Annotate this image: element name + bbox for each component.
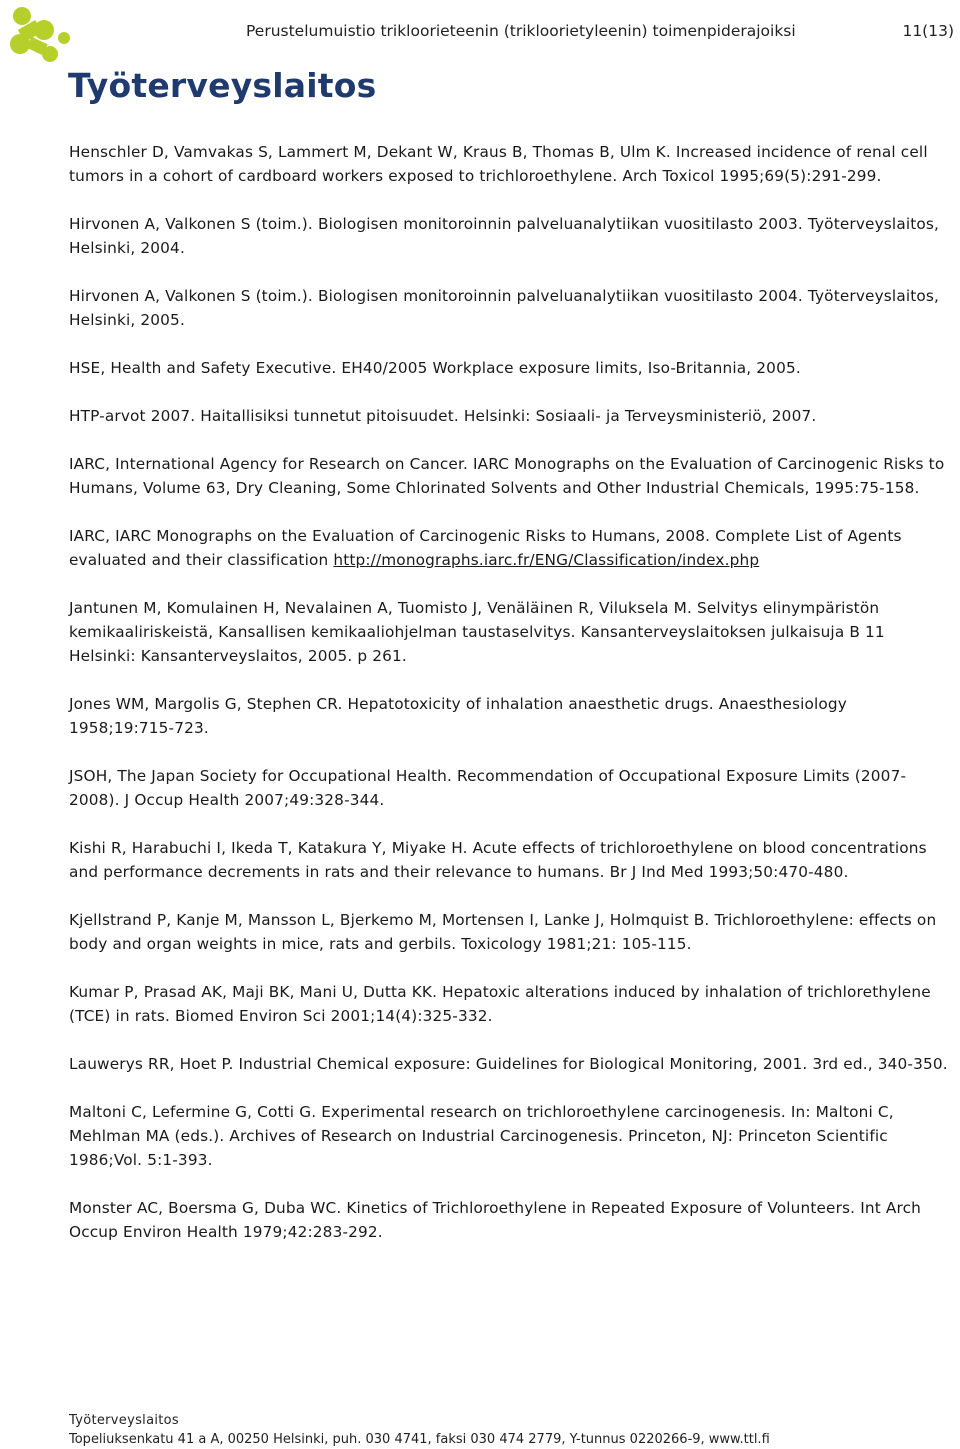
- reference-item: [69, 596, 949, 668]
- reference-item: [69, 1052, 949, 1076]
- reference-text: IARC, International Agency for Research on Cancer. IARC Monographs on the Evaluation of Carcinogenic Risks to Humans, Volume 63, Dry Cleaning, Some Chlorinated Solvents and Other Industrial Chemicals, 1995:75-158.: [69, 455, 945, 497]
- reference-text: Kjellstrand P, Kanje M, Mansson L, Bjerkemo M, Mortensen I, Lanke J, Holmquist B. Trichloroethylene: effects on body and organ weights in mice, rats and gerbils. Toxicology 1981;21: 105-115.: [69, 911, 937, 953]
- reference-item: [69, 452, 949, 500]
- page-footer: [69, 1411, 770, 1449]
- reference-item: [69, 692, 949, 740]
- reference-text: Kumar P, Prasad AK, Maji BK, Mani U, Dutta KK. Hepatoxic alterations induced by inhalation of trichlorethylene (TCE) in rats. Biomed Environ Sci 2001;14(4):325-332.: [69, 983, 931, 1025]
- reference-item: [69, 980, 949, 1028]
- reference-item: [69, 908, 949, 956]
- reference-text: Kishi R, Harabuchi I, Ikeda T, Katakura Y, Miyake H. Acute effects of trichloroethylene on blood concentrations and performance decrements in rats and their relevance to humans. Br J Ind Med 1993;50:470-480.: [69, 839, 927, 881]
- reference-text: Monster AC, Boersma G, Duba WC. Kinetics of Trichloroethylene in Repeated Exposure of Volunteers. Int Arch Occup Environ Health 1979;42:283-292.: [69, 1199, 921, 1241]
- reference-item: [69, 1196, 949, 1244]
- reference-text: IARC, IARC Monographs on the Evaluation of Carcinogenic Risks to Humans, 2008. Complete List of Agents evaluated and their classification: [69, 527, 902, 569]
- classification-link[interactable]: http://monographs.iarc.fr/ENG/Classification/index.php: [333, 551, 760, 569]
- reference-text: Hirvonen A, Valkonen S (toim.). Biologisen monitoroinnin palveluanalytiikan vuositilasto 2003. Työterveyslaitos, Helsinki, 2004.: [69, 215, 940, 257]
- reference-item: [69, 284, 949, 332]
- reference-item: [69, 836, 949, 884]
- reference-text: Jones WM, Margolis G, Stephen CR. Hepatotoxicity of inhalation anaesthetic drugs. Anaesthesiology 1958;19:715-723.: [69, 695, 847, 737]
- reference-text: Jantunen M, Komulainen H, Nevalainen A, Tuomisto J, Venäläinen R, Viluksela M. Selvitys elinympäristön kemikaaliriskeistä, Kansallisen kemikaaliohjelman taustaselvitys. Kansanterveyslaitoksen julkaisuja B 11 Helsinki: Kansanterveyslaitos, 2005. p 261.: [69, 599, 885, 665]
- reference-text: HSE, Health and Safety Executive. EH40/2005 Workplace exposure limits, Iso-Britannia, 2005.: [69, 359, 801, 377]
- reference-list: [69, 140, 949, 1268]
- page-number: 11(13): [902, 22, 954, 40]
- footer-organization: Työterveyslaitos: [69, 1413, 179, 1428]
- reference-text: Maltoni C, Lefermine G, Cotti G. Experimental research on trichloroethylene carcinogenesis. In: Maltoni C, Mehlman MA (eds.). Archives of Research on Industrial Carcinogenesis. Princeton, NJ: Princeton Scientific 1986;Vol. 5:1-393.: [69, 1103, 894, 1169]
- reference-text: Lauwerys RR, Hoet P. Industrial Chemical exposure: Guidelines for Biological Monitoring, 2001. 3rd ed., 340-350.: [69, 1055, 948, 1073]
- reference-text: JSOH, The Japan Society for Occupational Health. Recommendation of Occupational Exposure Limits (2007-2008). J Occup Health 2007;49:328-344.: [69, 767, 907, 809]
- document-title: Perustelumuistio trikloorieteenin (trikloorietyleenin) toimenpiderajoiksi: [246, 22, 796, 40]
- reference-item: [69, 140, 949, 188]
- logo-mark-icon: [6, 4, 76, 74]
- ttl-logo: [6, 4, 377, 114]
- reference-text: Henschler D, Vamvakas S, Lammert M, Dekant W, Kraus B, Thomas B, Ulm K. Increased incidence of renal cell tumors in a cohort of cardboard workers exposed to trichloroethylene. Arch Toxicol 1995;69(5):291-299.: [69, 143, 928, 185]
- reference-item: [69, 1100, 949, 1172]
- reference-item: [69, 524, 949, 572]
- reference-item: [69, 764, 949, 812]
- reference-item: [69, 404, 949, 428]
- footer-address: Topeliuksenkatu 41 a A, 00250 Helsinki, puh. 030 4741, faksi 030 474 2779, Y-tunnus 0220266-9, www.ttl.fi: [69, 1432, 770, 1447]
- reference-text: HTP-arvot 2007. Haitallisiksi tunnetut pitoisuudet. Helsinki: Sosiaali- ja Terveysministeriö, 2007.: [69, 407, 817, 425]
- reference-item: [69, 212, 949, 260]
- reference-text: Hirvonen A, Valkonen S (toim.). Biologisen monitoroinnin palveluanalytiikan vuositilasto 2004. Työterveyslaitos, Helsinki, 2005.: [69, 287, 940, 329]
- reference-item: [69, 356, 949, 380]
- logo-wordmark: Työterveyslaitos: [68, 66, 377, 105]
